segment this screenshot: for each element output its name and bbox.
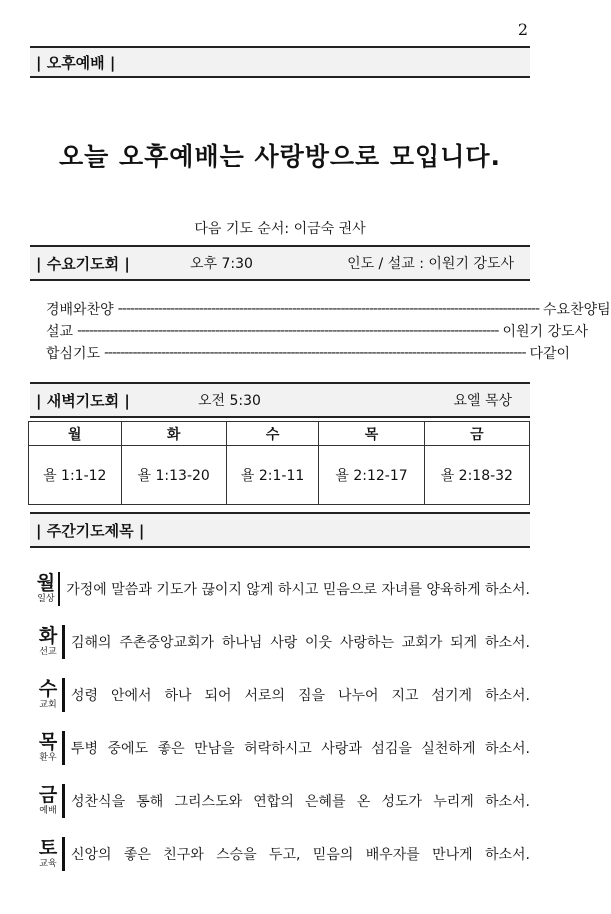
day-char: 토 (38, 836, 58, 859)
list-item (36, 668, 530, 721)
day-char: 화 (38, 624, 58, 647)
order-row (46, 298, 611, 320)
afternoon-service-header (30, 46, 530, 78)
table-header-row (29, 422, 530, 446)
wednesday-service-header (30, 245, 530, 281)
reading-cell: 욜 1:1-12 (29, 446, 122, 505)
dotted-leader: -------------------------------------------------------------------------------------------------------- (77, 323, 499, 339)
service-leader: 요엘 목상 (453, 393, 512, 409)
list-item (36, 827, 530, 880)
day-topic: 교육 (39, 858, 57, 869)
dotted-leader: -------------------------------------------------------------------------------------------------------- (104, 345, 526, 361)
dawn-prayer-header (30, 382, 530, 418)
day-label (36, 677, 60, 710)
reading-cell: 욜 2:18-32 (424, 446, 529, 505)
prayer-text: 투병 중에도 좋은 만남을 허락하시고 사랑과 섬김을 실천하게 하소서. (71, 740, 530, 757)
section-title: | 주간기도제목 | (36, 521, 145, 540)
service-time: 오후 7:30 (190, 256, 253, 272)
day-header: 수 (226, 422, 319, 446)
prayer-text: 성령 안에서 하나 되어 서로의 짐을 나누어 지고 섬기게 하소서. (71, 687, 530, 704)
prayer-text: 김해의 주촌중앙교회가 하나님 사랑 이웃 사랑하는 교회가 되게 하소서. (71, 634, 530, 651)
order-row (46, 320, 589, 342)
order-person: 수요찬양팀 (543, 302, 611, 318)
section-title: | 오후예배 | (36, 53, 116, 72)
vertical-rule (62, 678, 65, 712)
prayer-text: 신앙의 좋은 친구와 스승을 두고, 믿음의 배우자를 만나게 하소서. (71, 846, 530, 863)
reading-cell: 욜 1:13-20 (121, 446, 226, 505)
order-row (46, 342, 571, 364)
afternoon-announcement: 오늘 오후예배는 사랑방으로 모입니다. (58, 142, 501, 171)
day-label (36, 571, 56, 604)
vertical-rule (62, 837, 65, 871)
reading-cell: 욜 2:12-17 (319, 446, 424, 505)
day-topic: 예배 (39, 805, 57, 816)
order-item: 합심기도 (46, 346, 101, 362)
vertical-rule (62, 731, 65, 765)
order-person: 다같이 (529, 346, 571, 362)
weekly-prayer-list (36, 562, 530, 880)
prayer-text: 성찬식을 통해 그리스도와 연합의 은혜를 온 성도가 누리게 하소서. (71, 793, 530, 810)
list-item (36, 774, 530, 827)
weekly-prayer-header (30, 512, 530, 548)
service-time: 오전 5:30 (198, 393, 261, 409)
day-char: 월 (36, 571, 56, 594)
service-order-list (46, 298, 611, 364)
day-char: 목 (38, 730, 58, 753)
vertical-rule (58, 572, 60, 606)
section-title: | 수요기도회 | (36, 254, 130, 273)
list-item (36, 721, 530, 774)
day-label (36, 783, 60, 816)
vertical-rule (62, 625, 65, 659)
day-label (36, 730, 60, 763)
day-header: 목 (319, 422, 424, 446)
prayer-text: 가정에 말씀과 기도가 끊이지 않게 하시고 믿음으로 자녀를 양육하게 하소서. (66, 581, 530, 598)
dotted-leader: -------------------------------------------------------------------------------------------------------- (117, 301, 540, 317)
reading-cell: 욜 2:1-11 (226, 446, 319, 505)
day-topic: 환우 (39, 752, 57, 763)
order-item: 설교 (46, 324, 74, 340)
day-header: 화 (121, 422, 226, 446)
dawn-reading-table (28, 421, 530, 505)
vertical-rule (62, 784, 65, 818)
page-number: 2 (517, 20, 528, 39)
day-topic: 교회 (39, 699, 57, 710)
table-row (29, 446, 530, 505)
order-item: 경배와찬양 (46, 302, 114, 318)
next-prayer-order: 다음 기도 순서: 이금숙 권사 (194, 221, 366, 237)
day-topic: 선교 (39, 646, 57, 657)
day-topic: 일상 (37, 593, 55, 604)
day-header: 금 (424, 422, 529, 446)
service-leader: 인도 / 설교 : 이원기 강도사 (347, 256, 514, 272)
day-header: 월 (29, 422, 122, 446)
day-char: 금 (38, 783, 58, 806)
section-title: | 새벽기도회 | (36, 391, 130, 410)
day-label (36, 836, 60, 869)
order-person: 이원기 강도사 (502, 324, 589, 340)
day-label (36, 624, 60, 657)
list-item (36, 615, 530, 668)
day-char: 수 (38, 677, 58, 700)
list-item (36, 562, 530, 615)
